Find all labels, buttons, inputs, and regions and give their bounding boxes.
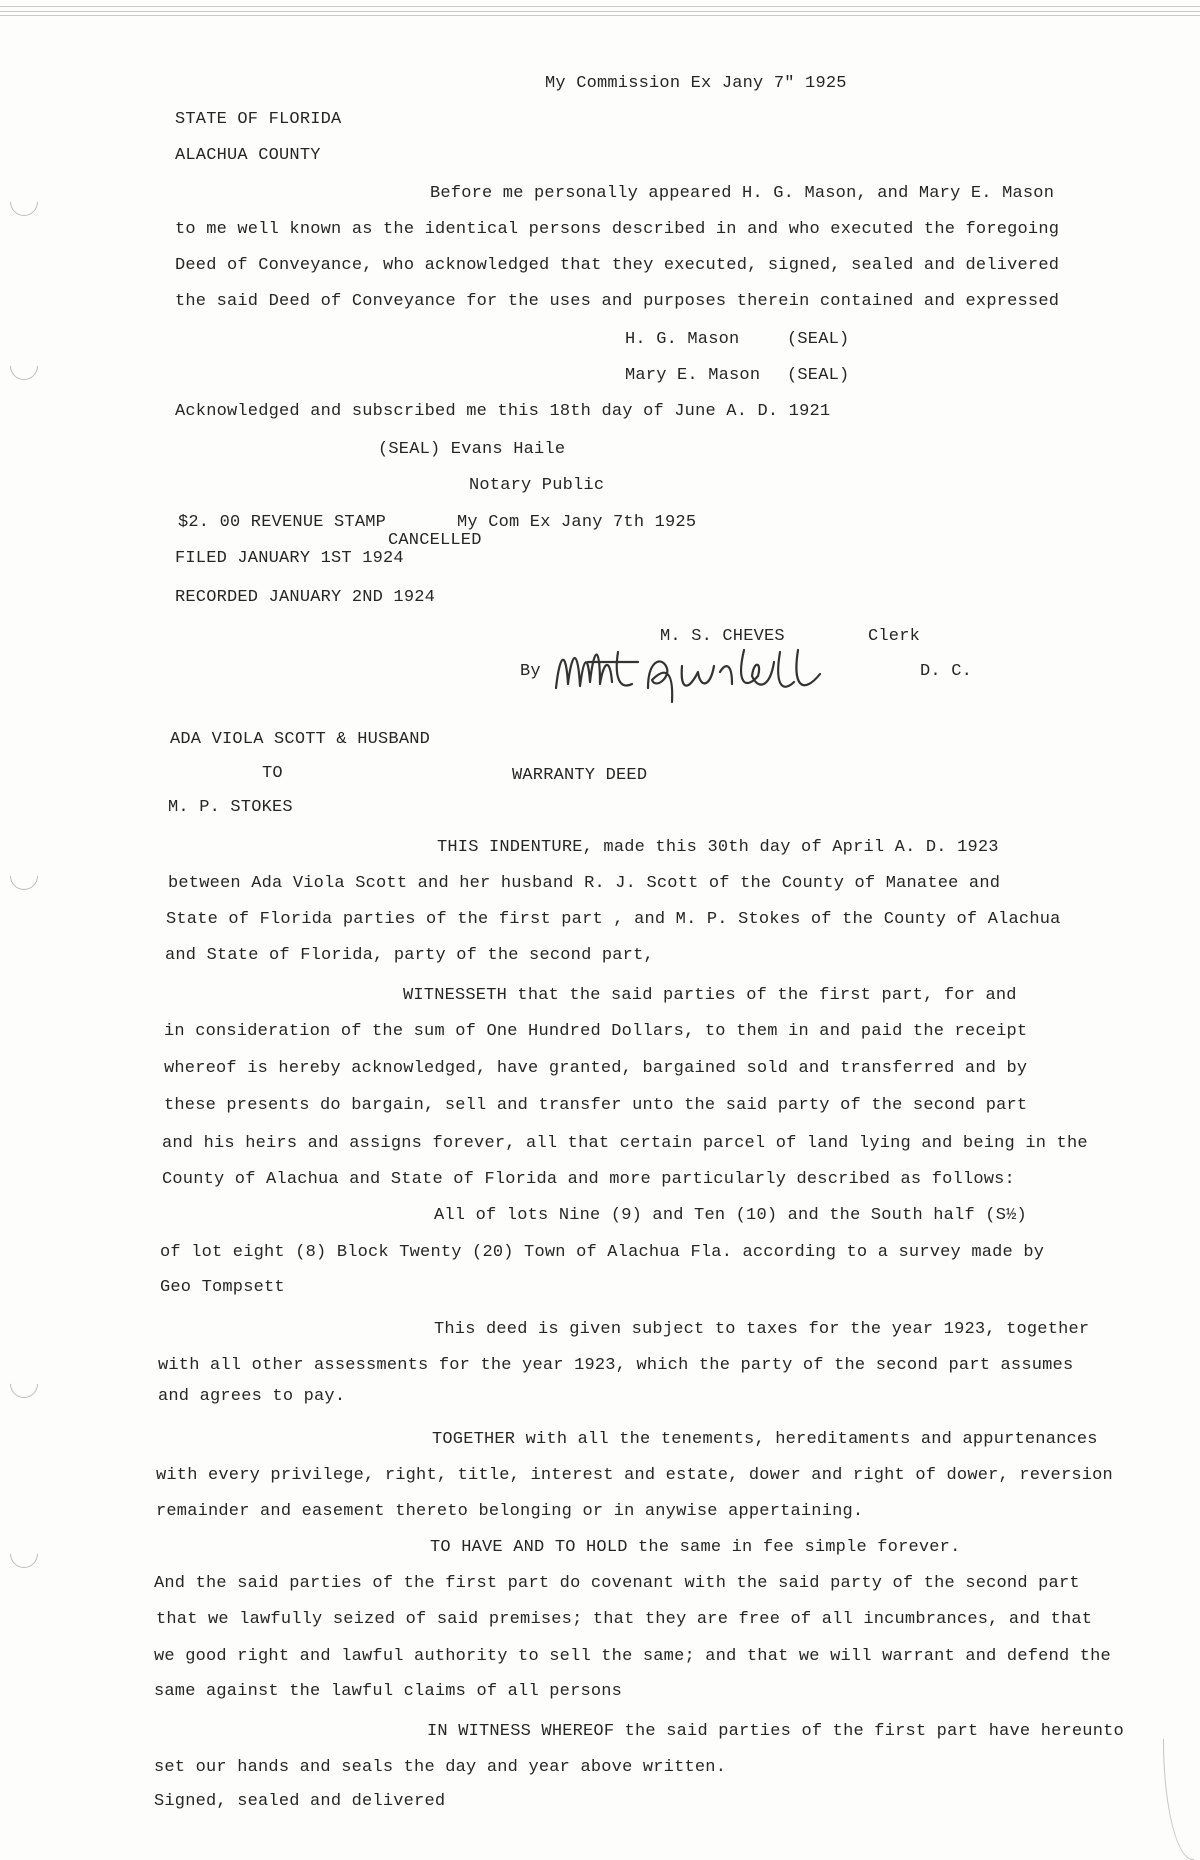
deed-line: County of Alachua and State of Florida and more particularly described as follows: bbox=[162, 1170, 1015, 1189]
deed-line: State of Florida parties of the first part , and M. P. Stokes of the County of Alachua bbox=[166, 910, 1061, 929]
page-curl bbox=[1163, 1739, 1194, 1860]
deed-line: with every privilege, right, title, interest and estate, dower and right of dower, reversion bbox=[156, 1466, 1113, 1485]
deed-line: TOGETHER with all the tenements, hereditaments and appurtenances bbox=[432, 1430, 1098, 1449]
subscribed-line: Acknowledged and subscribed me this 18th day of June A. D. 1921 bbox=[175, 402, 831, 421]
top-border-line bbox=[0, 6, 1200, 7]
signer-1-seal: (SEAL) bbox=[787, 330, 850, 349]
deed-line: And the said parties of the first part do covenant with the said party of the second part bbox=[154, 1574, 1080, 1593]
by-label: By bbox=[520, 662, 541, 681]
top-border-line bbox=[0, 11, 1200, 12]
deed-grantor: ADA VIOLA SCOTT & HUSBAND bbox=[170, 730, 431, 749]
notary-seal: (SEAL) Evans Haile bbox=[378, 440, 566, 459]
deed-line: All of lots Nine (9) and Ten (10) and the South half (S½) bbox=[434, 1206, 1027, 1225]
binder-hole bbox=[4, 1534, 44, 1574]
county-heading: ALACHUA COUNTY bbox=[175, 146, 321, 165]
notary-title: Notary Public bbox=[469, 476, 605, 495]
deed-line: with all other assessments for the year 1923, which the party of the second part assumes bbox=[158, 1356, 1074, 1375]
deed-to: TO bbox=[262, 764, 283, 783]
deed-line: of lot eight (8) Block Twenty (20) Town of Alachua Fla. according to a survey made by bbox=[160, 1243, 1045, 1262]
deed-line: TO HAVE AND TO HOLD the same in fee simple forever. bbox=[430, 1538, 961, 1557]
deed-line: and his heirs and assigns forever, all that certain parcel of land lying and being in the bbox=[162, 1134, 1088, 1153]
signer-2: Mary E. Mason bbox=[625, 366, 761, 385]
deed-line: and agrees to pay. bbox=[158, 1387, 346, 1406]
ack-line: Deed of Conveyance, who acknowledged that they executed, signed, sealed and delivered bbox=[175, 256, 1060, 275]
state-heading: STATE OF FLORIDA bbox=[175, 110, 342, 129]
commission-header: My Commission Ex Jany 7" 1925 bbox=[545, 74, 847, 93]
deed-line: remainder and easement thereto belonging or in anywise appertaining. bbox=[156, 1502, 864, 1521]
deed-line: Geo Tompsett bbox=[160, 1278, 285, 1297]
filed-date: FILED JANUARY 1ST 1924 bbox=[175, 549, 404, 568]
dc-label: D. C. bbox=[920, 662, 973, 681]
deed-line: same against the lawful claims of all persons bbox=[154, 1682, 623, 1701]
revenue-stamp: $2. 00 REVENUE STAMP bbox=[178, 513, 387, 532]
deed-line: whereof is hereby acknowledged, have granted, bargained sold and transferred and by bbox=[164, 1059, 1028, 1078]
binder-hole bbox=[4, 346, 44, 386]
ack-line: to me well known as the identical persons described in and who executed the foregoing bbox=[175, 220, 1060, 239]
deed-line: IN WITNESS WHEREOF the said parties of the first part have hereunto bbox=[427, 1722, 1124, 1741]
stamp-cancelled: CANCELLED bbox=[388, 531, 482, 550]
binder-hole bbox=[4, 182, 44, 222]
deed-line: in consideration of the sum of One Hundred Dollars, to them in and paid the receipt bbox=[164, 1022, 1028, 1041]
signer-1: H. G. Mason bbox=[625, 330, 740, 349]
deed-line: THIS INDENTURE, made this 30th day of April A. D. 1923 bbox=[437, 838, 999, 857]
deed-line: Signed, sealed and delivered bbox=[154, 1792, 446, 1811]
deed-line: these presents do bargain, sell and transfer unto the said party of the second part bbox=[164, 1096, 1028, 1115]
signer-2-seal: (SEAL) bbox=[787, 366, 850, 385]
clerk-name: M. S. CHEVES bbox=[660, 627, 785, 646]
ack-line: Before me personally appeared H. G. Mason, and Mary E. Mason bbox=[430, 184, 1055, 203]
deed-line: we good right and lawful authority to sell the same; and that we will warrant and defend the bbox=[154, 1647, 1111, 1666]
deed-line: WITNESSETH that the said parties of the first part, for and bbox=[403, 986, 1017, 1005]
deed-line: This deed is given subject to taxes for the year 1923, together bbox=[434, 1320, 1090, 1339]
deed-line: between Ada Viola Scott and her husband R. J. Scott of the County of Manatee and bbox=[168, 874, 1001, 893]
deed-grantee: M. P. STOKES bbox=[168, 798, 293, 817]
notary-commission: My Com Ex Jany 7th 1925 bbox=[457, 513, 697, 532]
ack-line: the said Deed of Conveyance for the uses and purposes therein contained and expressed bbox=[175, 292, 1060, 311]
deed-type: WARRANTY DEED bbox=[512, 766, 648, 785]
clerk-title: Clerk bbox=[868, 627, 921, 646]
deed-line: set our hands and seals the day and year above written. bbox=[154, 1758, 727, 1777]
deed-line: and State of Florida, party of the second part, bbox=[165, 946, 654, 965]
top-border-line bbox=[0, 15, 1200, 16]
clerk-signature bbox=[548, 632, 828, 712]
binder-hole bbox=[4, 856, 44, 896]
binder-hole bbox=[4, 1364, 44, 1404]
recorded-date: RECORDED JANUARY 2ND 1924 bbox=[175, 588, 436, 607]
deed-line: that we lawfully seized of said premises; that they are free of all incumbrances, and that bbox=[156, 1610, 1093, 1629]
